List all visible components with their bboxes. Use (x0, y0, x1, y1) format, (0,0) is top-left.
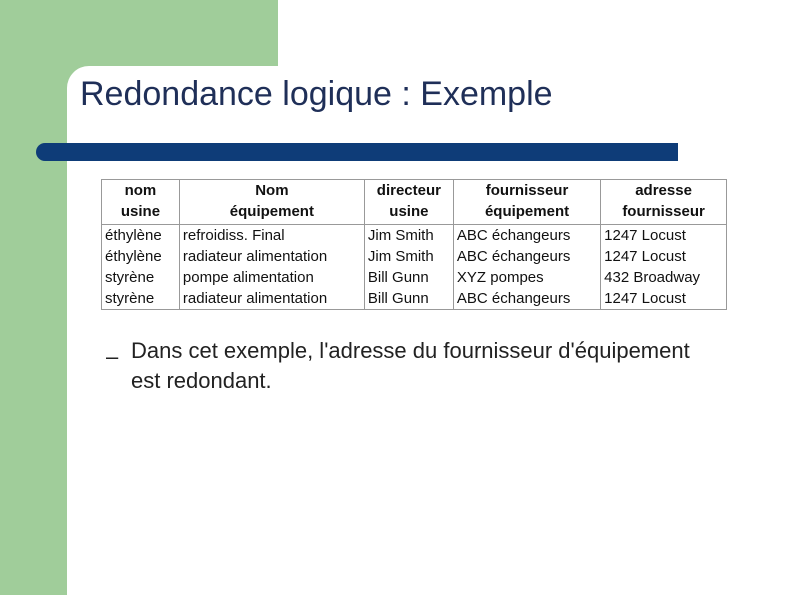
table-cell: 1247 Locust (601, 225, 727, 247)
table-cell: Jim Smith (364, 246, 453, 267)
table-cell: radiateur alimentation (179, 246, 364, 267)
bullet-text: Dans cet exemple, l'adresse du fournisseur d'équipement est redondant. (131, 338, 690, 393)
table-row (102, 267, 727, 288)
table-cell: ABC échangeurs (453, 246, 600, 267)
table-cell: Jim Smith (364, 225, 453, 247)
table-cell: éthylène (102, 246, 180, 267)
column-header: fournisseur équipement (453, 180, 600, 225)
column-header: Nom équipement (179, 180, 364, 225)
column-header: adresse fournisseur (601, 180, 727, 225)
table-cell: éthylène (102, 225, 180, 247)
column-header: directeur usine (364, 180, 453, 225)
title-divider (36, 143, 678, 161)
table-row (102, 225, 727, 247)
table-header-row (102, 180, 727, 225)
table-cell: Bill Gunn (364, 267, 453, 288)
column-header: nom usine (102, 180, 180, 225)
table-cell: ABC échangeurs (453, 288, 600, 310)
table-cell: styrène (102, 288, 180, 310)
decorative-green-sidebar (0, 0, 67, 595)
table-row (102, 288, 727, 310)
data-table (101, 179, 727, 310)
table-cell: refroidiss. Final (179, 225, 364, 247)
table-cell: XYZ pompes (453, 267, 600, 288)
table-cell: radiateur alimentation (179, 288, 364, 310)
table-cell: styrène (102, 267, 180, 288)
table-cell: pompe alimentation (179, 267, 364, 288)
table-cell: 1247 Locust (601, 246, 727, 267)
bullet-marker: – (106, 344, 119, 369)
table-cell: Bill Gunn (364, 288, 453, 310)
slide-title: Redondance logique : Exemple (80, 75, 553, 113)
table-row (102, 246, 727, 267)
table-cell: ABC échangeurs (453, 225, 600, 247)
table-cell: 1247 Locust (601, 288, 727, 310)
table-cell: 432 Broadway (601, 267, 727, 288)
